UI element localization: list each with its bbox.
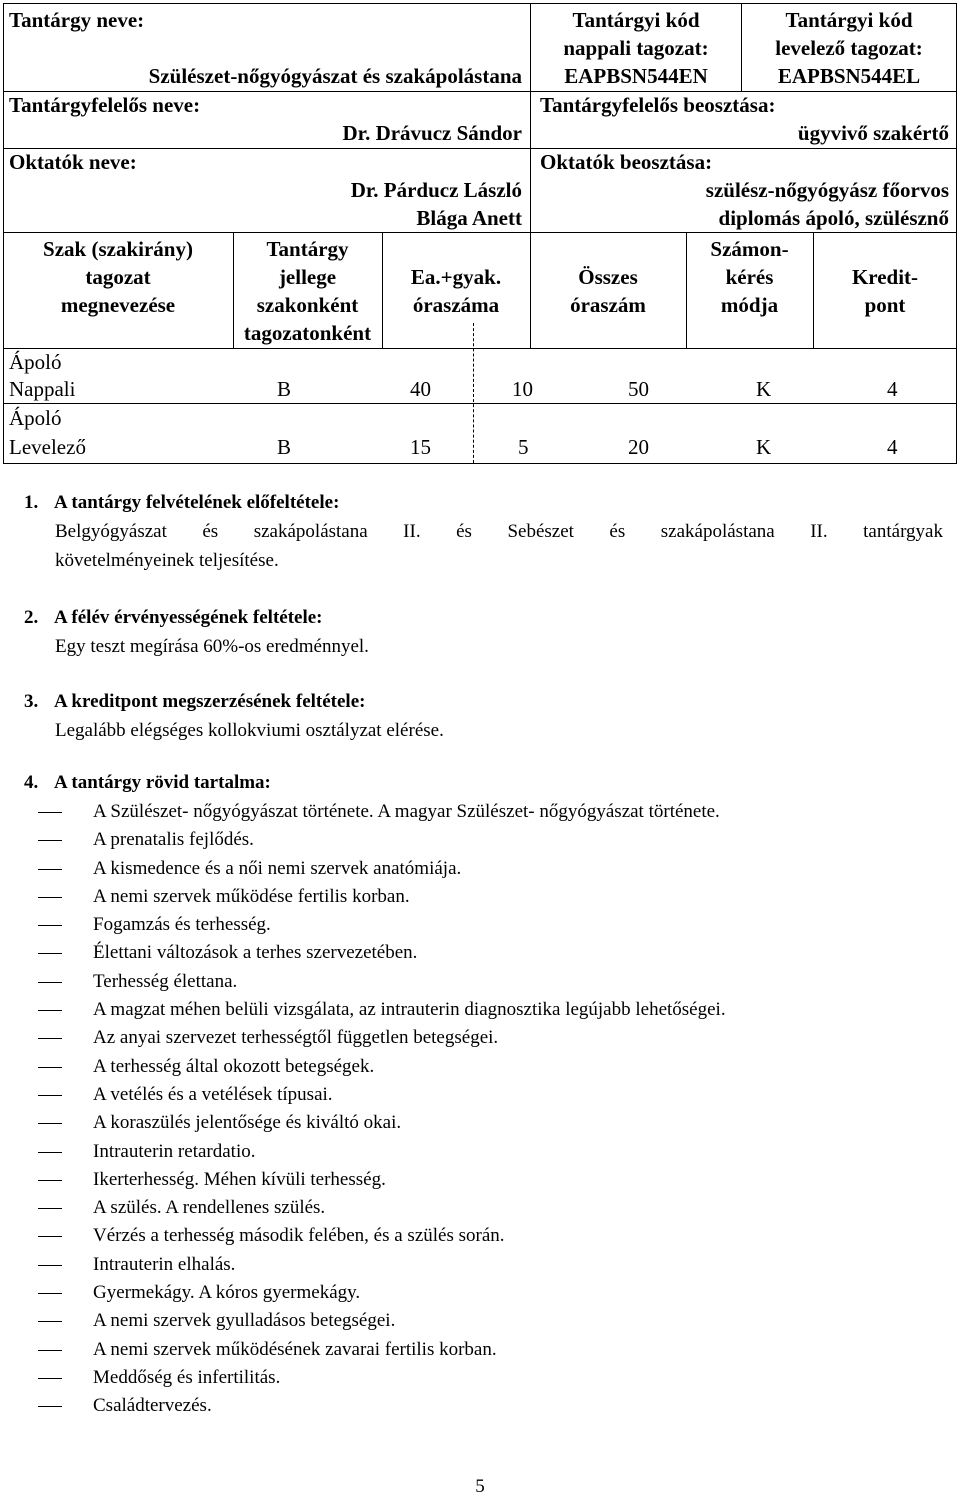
col-header-program: Szak (szakirány) (43, 237, 193, 261)
dash-bullet-icon (38, 1378, 62, 1379)
col-header-character: szakonként (256, 293, 359, 317)
topic-text: A nemi szervek működése fertilis korban. (93, 885, 410, 907)
section-text: követelményeinek teljesítése. (55, 550, 279, 571)
col-header-character: jellege (278, 265, 337, 289)
topic-text: Intrauterin elhalás. (93, 1253, 236, 1275)
list-item (0, 1251, 726, 1279)
row-credit: 4 (887, 435, 898, 459)
col-header-assessment: Számon- (710, 237, 789, 261)
list-item (0, 1307, 726, 1335)
list-item (0, 1194, 726, 1222)
dash-bullet-icon (38, 897, 62, 898)
responsible-label: Tantárgyfelelős neve: (9, 93, 201, 117)
row-assessment: K (756, 435, 772, 459)
list-item (0, 911, 726, 939)
row-program-mode: Nappali (9, 377, 76, 401)
col-header-total: Összes (578, 265, 638, 289)
row-total-hours: 20 (628, 435, 649, 459)
row-assessment: K (756, 377, 772, 401)
dashed-separator (473, 323, 474, 463)
topic-text: Ikerterhesség. Méhen kívüli terhesség. (93, 1168, 386, 1190)
row-program: Ápoló (9, 350, 62, 374)
topic-text: Meddőség és infertilitás. (93, 1366, 281, 1388)
row-lecture-hours: 15 (410, 435, 431, 459)
topic-text: Vérzés a terhesség második felében, és a szülés során. (93, 1225, 505, 1247)
code-day-label-2: nappali tagozat: (563, 36, 709, 60)
section-text: Egy teszt megírása 60%-os eredménnyel. (55, 636, 369, 657)
table-border-top (3, 3, 957, 4)
dash-bullet-icon (38, 953, 62, 954)
topic-text: A prenatalis fejlődés. (93, 829, 254, 851)
teacher-position: szülész-nőgyógyász főorvos (705, 178, 949, 202)
list-item (0, 1166, 726, 1194)
dash-bullet-icon (38, 840, 62, 841)
section-heading: 2. A félév érvényességének feltétele: (24, 607, 323, 628)
col-header-hours: Ea.+gyak. (410, 265, 502, 289)
dash-bullet-icon (38, 1038, 62, 1039)
topic-text: Családtervezés. (93, 1395, 212, 1417)
teacher-name: Blága Anett (416, 206, 522, 230)
topic-text: A kismedence és a női nemi szervek anatómiája. (93, 857, 462, 879)
list-item (0, 1392, 726, 1420)
row-character: B (277, 377, 292, 401)
topic-text: Terhesség élettana. (93, 970, 238, 992)
teachers-label: Oktatók neve: (9, 150, 137, 174)
col-header-program: megnevezése (60, 293, 176, 317)
code-corr: EAPBSN544EL (777, 64, 921, 88)
list-item (0, 1138, 726, 1166)
dash-bullet-icon (38, 1406, 62, 1407)
row-practice-hours: 10 (512, 377, 533, 401)
col-header-character: Tantárgy (266, 237, 349, 261)
subject-data-table (3, 3, 957, 464)
topic-text: Élettani változások a terhes szervezetében. (93, 942, 418, 964)
dash-bullet-icon (38, 1010, 62, 1011)
list-item (0, 1336, 726, 1364)
code-day-label: Tantárgyi kód (572, 8, 700, 32)
topic-text: Intrauterin retardatio. (93, 1140, 256, 1162)
dash-bullet-icon (38, 1208, 62, 1209)
topic-text: Fogamzás és terhesség. (93, 914, 271, 936)
row-divider (3, 348, 957, 349)
responsible-position-label: Tantárgyfelelős beosztása: (540, 93, 776, 117)
row-program-mode: Levelező (9, 435, 86, 459)
list-item (0, 798, 726, 826)
topic-text: A szülés. A rendellenes szülés. (93, 1197, 326, 1219)
list-item (0, 1364, 726, 1392)
topic-text: A nemi szervek gyulladásos betegségei. (93, 1310, 396, 1332)
list-item (0, 855, 726, 883)
list-item (0, 996, 726, 1024)
col-header-assessment: kérés (725, 265, 774, 289)
list-item (0, 1279, 726, 1307)
code-corr-label-2: levelező tagozat: (775, 36, 923, 60)
row-divider (3, 148, 957, 149)
code-day: EAPBSN544EN (564, 64, 708, 88)
topic-text: A vetélés és a vetélések típusai. (93, 1083, 333, 1105)
dash-bullet-icon (38, 1265, 62, 1266)
teacher-position: diplomás ápoló, szülésznő (718, 206, 949, 230)
table-border-bottom (3, 463, 957, 464)
list-item (0, 1053, 726, 1081)
topic-text: Gyermekágy. A kóros gyermekágy. (93, 1282, 361, 1304)
topic-text: A terhesség által okozott betegségek. (93, 1055, 375, 1077)
topic-text: A magzat méhen belüli vizsgálata, az intrauterin diagnosztika legújabb lehetőségei. (93, 999, 726, 1021)
dash-bullet-icon (38, 982, 62, 983)
dash-bullet-icon (38, 925, 62, 926)
list-item (0, 883, 726, 911)
row-divider (3, 403, 957, 404)
dash-bullet-icon (38, 1180, 62, 1181)
list-item (0, 968, 726, 996)
responsible-position: ügyvivő szakértő (797, 121, 949, 145)
dash-bullet-icon (38, 1321, 62, 1322)
col-header-assessment: módja (720, 293, 779, 317)
teachers-position-label: Oktatók beosztása: (540, 150, 713, 174)
topic-list (0, 798, 726, 1421)
row-character: B (277, 435, 292, 459)
responsible-name: Dr. Drávucz Sándor (342, 121, 522, 145)
row-lecture-hours: 40 (410, 377, 431, 401)
col-header-program: tagozat (85, 265, 151, 289)
col-header-character: tagozatonként (243, 321, 372, 345)
topic-text: Az anyai szervezet terhességtől független betegségei. (93, 1027, 499, 1049)
code-corr-label: Tantárgyi kód (785, 8, 913, 32)
section-heading: 1. A tantárgy felvételének előfeltétele: (24, 492, 340, 513)
row-practice-hours: 5 (518, 435, 529, 459)
page-number: 5 (475, 1476, 485, 1497)
list-item (0, 1081, 726, 1109)
dash-bullet-icon (38, 1152, 62, 1153)
col-header-total: óraszám (570, 293, 646, 317)
section-text: Legalább elégséges kollokviumi osztályzat elérése. (55, 720, 444, 741)
list-item (0, 939, 726, 967)
row-credit: 4 (887, 377, 898, 401)
col-header-hours: óraszáma (412, 293, 500, 317)
subject-name-label: Tantárgy neve: (9, 8, 145, 32)
dash-bullet-icon (38, 812, 62, 813)
row-total-hours: 50 (628, 377, 649, 401)
row-program: Ápoló (9, 406, 62, 430)
list-item (0, 826, 726, 854)
dash-bullet-icon (38, 1293, 62, 1294)
teacher-name: Dr. Párducz László (350, 178, 522, 202)
section-heading: 4. A tantárgy rövid tartalma: (24, 772, 271, 793)
dash-bullet-icon (38, 1236, 62, 1237)
dash-bullet-icon (38, 1095, 62, 1096)
table-border-right (956, 3, 957, 464)
section-heading: 3. A kreditpont megszerzésének feltétele: (24, 691, 366, 712)
col-header-credit: Kredit- (851, 265, 919, 289)
col-header-credit: pont (864, 293, 906, 317)
dash-bullet-icon (38, 1350, 62, 1351)
topic-text: A Szülészet- nőgyógyászat története. A magyar Szülészet- nőgyógyászat története. (93, 801, 720, 822)
topic-text: A nemi szervek működésének zavarai fertilis korban. (93, 1338, 497, 1360)
section-text: Belgyógyászat és szakápolástana II. és Sebészet és szakápolástana II. tantárgyak (55, 521, 943, 542)
list-item (0, 1024, 726, 1052)
list-item (0, 1222, 726, 1250)
dash-bullet-icon (38, 869, 62, 870)
subject-name: Szülészet-nőgyógyászat és szakápolástana (148, 64, 522, 88)
list-item (0, 1109, 726, 1137)
topic-text: A koraszülés jelentősége és kiváltó okai. (93, 1112, 402, 1134)
dash-bullet-icon (38, 1067, 62, 1068)
dash-bullet-icon (38, 1123, 62, 1124)
